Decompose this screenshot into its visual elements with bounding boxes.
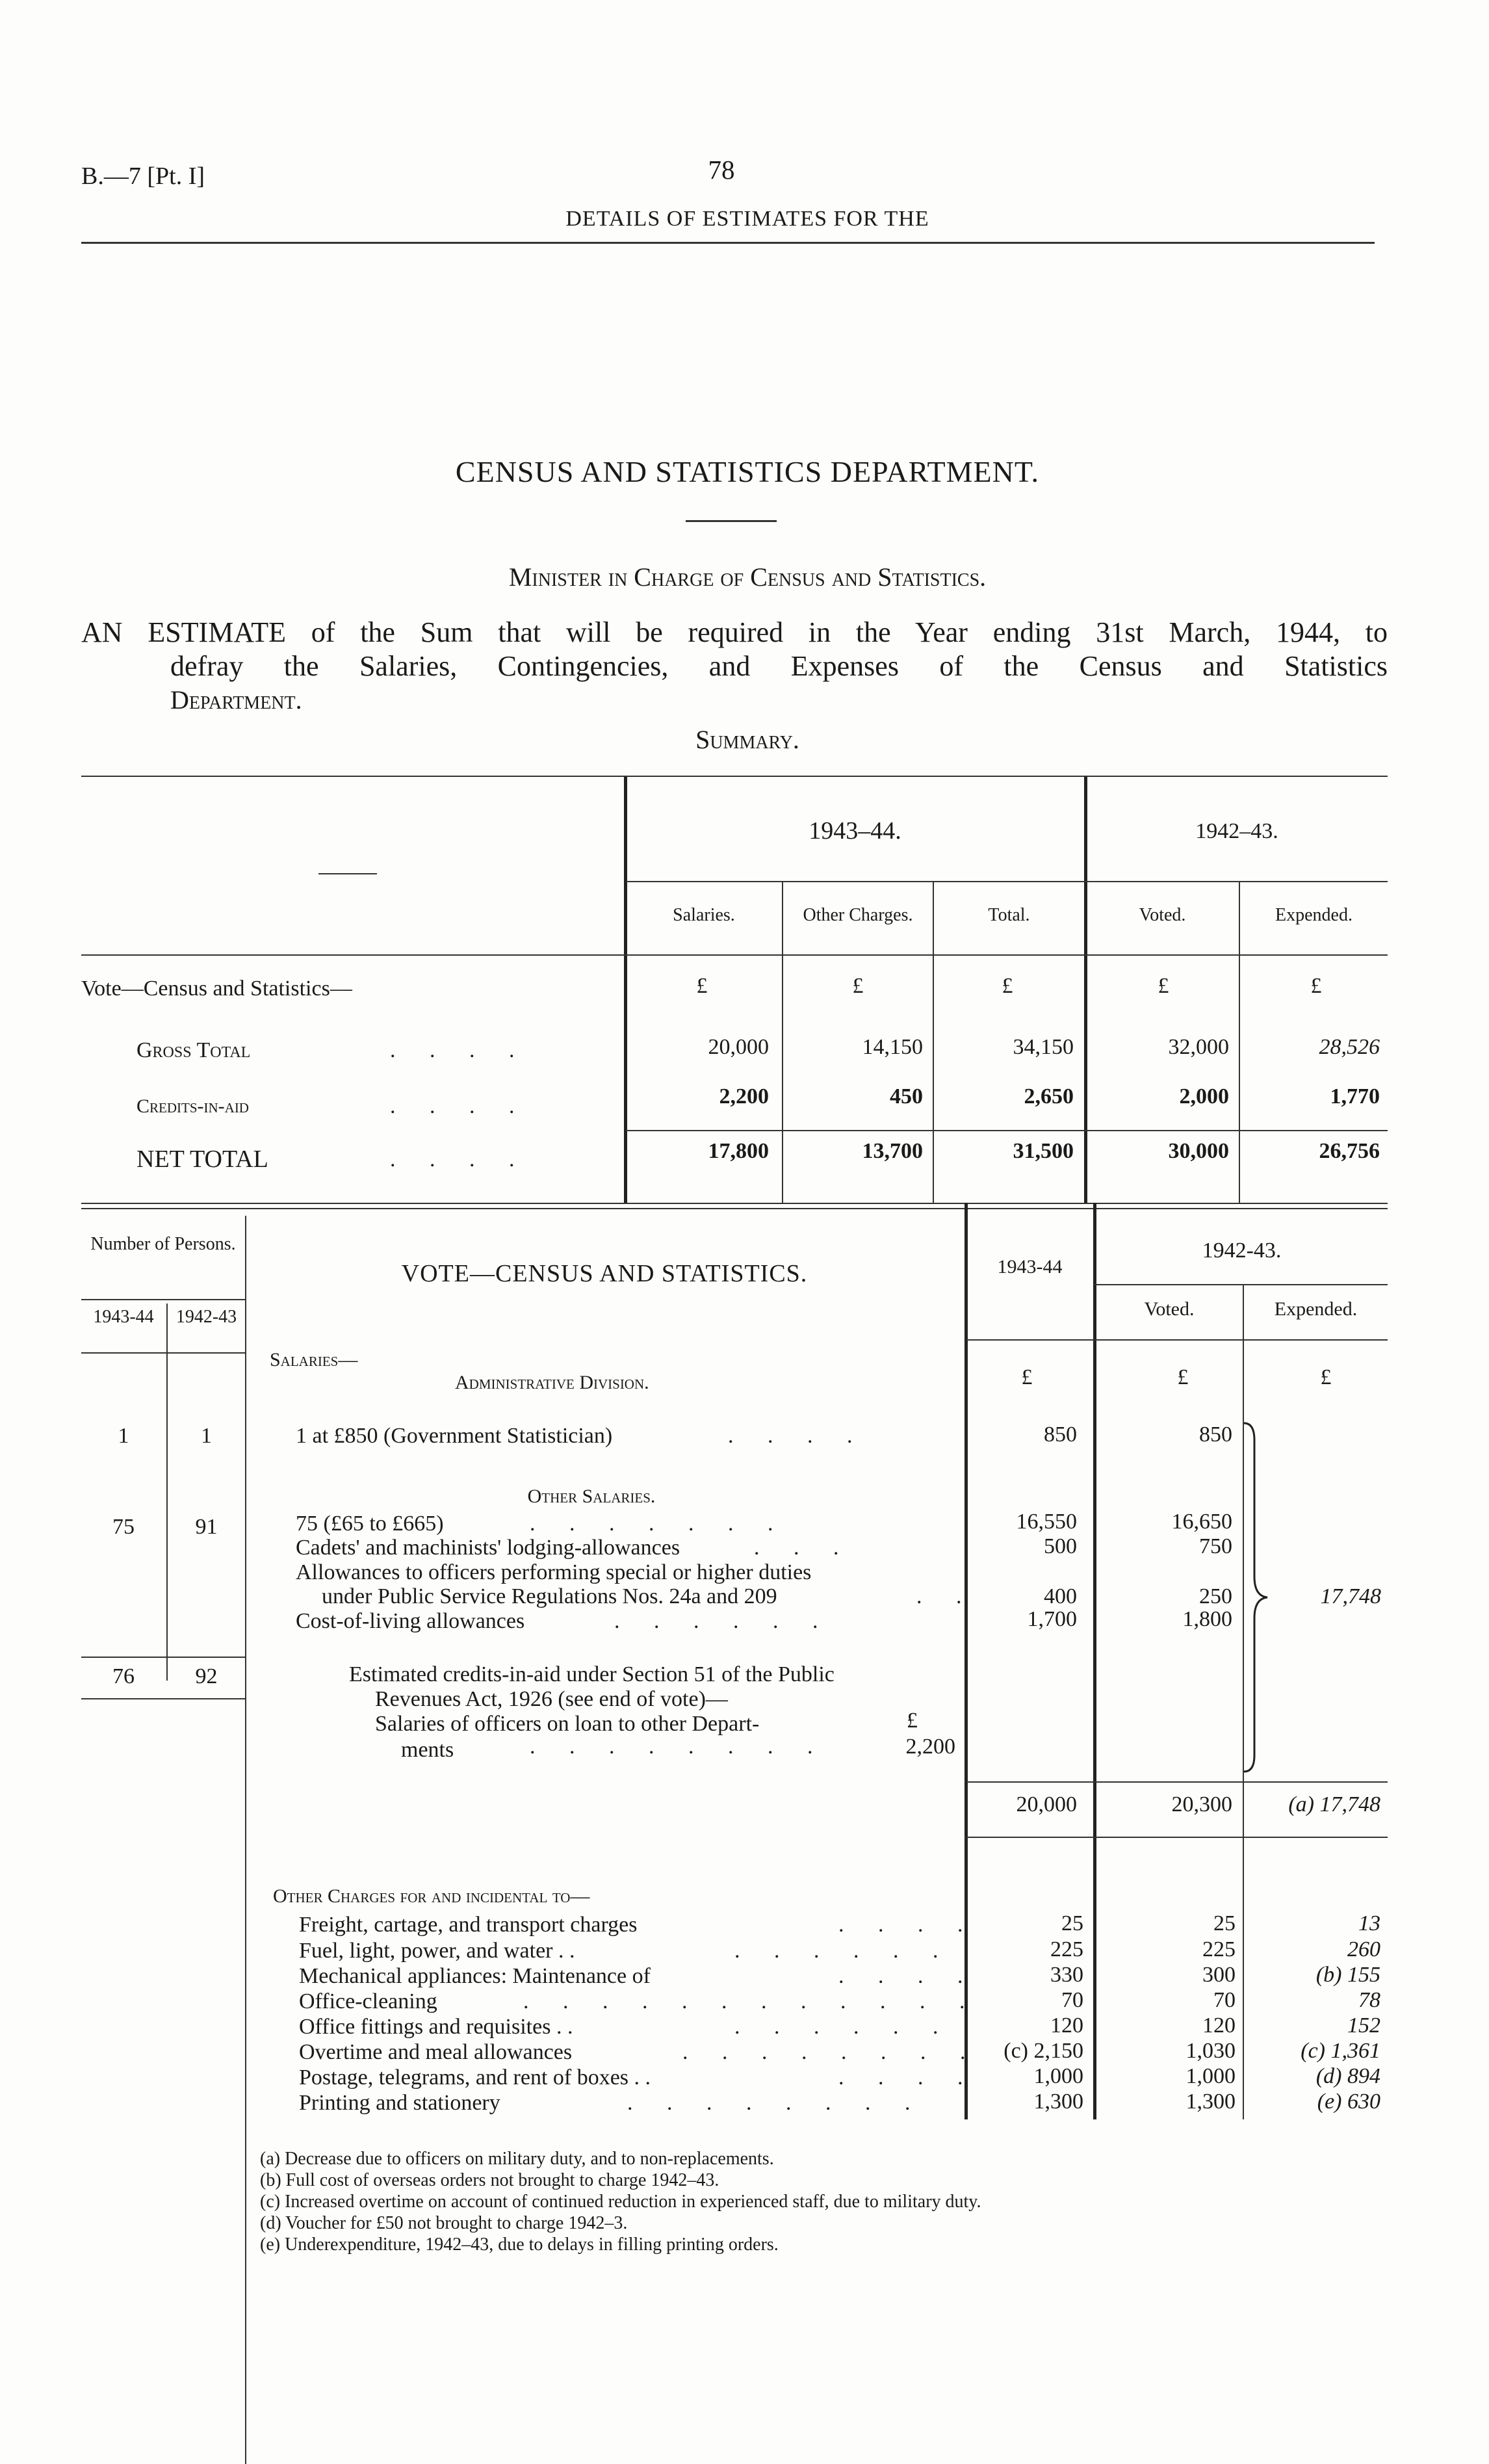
charge-voted: 1,000: [1185, 2064, 1236, 2088]
charge-item: Office-cleaning: [299, 1989, 437, 2013]
persons-total-current: 76: [112, 1664, 135, 1688]
persons-current: 1: [118, 1424, 129, 1448]
statistician-dots: . . . .: [728, 1424, 867, 1448]
estimate-line-2: defray the Salaries, Contingencies, and Expenses of the Census and Statistics: [170, 650, 1388, 682]
summary-vote-label: Vote—Census and Statistics—: [81, 976, 352, 1001]
salary-current: 1,700: [1027, 1607, 1077, 1631]
salaries-brace: [1240, 1421, 1279, 1775]
charge-expended: 152: [1347, 2013, 1380, 2038]
summary-row-label: NET TOTAL: [136, 1146, 268, 1173]
summary-row-dots: . . . .: [390, 1147, 529, 1172]
summary-row-dots: . . . .: [390, 1038, 529, 1062]
vote-header-rule-right: [966, 1339, 1388, 1341]
summary-cell-total: 31,500: [1013, 1139, 1074, 1163]
vote-col-expended: Expended.: [1274, 1298, 1358, 1320]
credits-pound: £: [907, 1709, 918, 1733]
charge-item: Printing and stationery: [299, 2091, 500, 2115]
charge-item: Freight, cartage, and transport charges: [299, 1913, 638, 1937]
summary-cell-salaries: 20,000: [708, 1035, 769, 1059]
vote-persons-col2: 1942-43: [175, 1307, 237, 1327]
credits-line-4: ments: [401, 1738, 454, 1762]
statistician-voted: 850: [1199, 1422, 1232, 1447]
footnote-d: (d) Voucher for £50 not brought to charge 1942–3.: [260, 2213, 628, 2233]
charge-expended: (d) 894: [1315, 2064, 1380, 2088]
summary-cell-salaries: 2,200: [719, 1084, 769, 1108]
salary-current: 16,550: [1016, 1510, 1077, 1534]
footnote-e: (e) Underexpenditure, 1942–43, due to delays in filling printing orders.: [260, 2235, 779, 2255]
summary-bottom-rule-1: [81, 1203, 1388, 1204]
charge-item-dots: . . . . . . . . . . . .: [523, 1989, 979, 2013]
summary-cell-salaries: 17,800: [708, 1139, 769, 1163]
vote-currency-current: £: [1021, 1365, 1033, 1389]
statistician-item: 1 at £850 (Government Statistician): [296, 1424, 613, 1448]
summary-currency-expended: £: [1310, 974, 1322, 998]
summary-col-total: Total.: [988, 905, 1030, 925]
summary-total-rule: [626, 1130, 1388, 1131]
salaries-expended-bracket: 17,748: [1320, 1584, 1381, 1608]
charge-item-dots: . . . .: [838, 1964, 978, 1988]
charge-expended: 260: [1347, 1937, 1380, 1961]
summary-cell-other: 14,150: [862, 1035, 923, 1059]
charge-item-dots: . . . . . .: [734, 2015, 953, 2039]
page-number: 78: [708, 155, 735, 185]
summary-blank-dash: [318, 873, 377, 874]
salary-voted: 750: [1199, 1534, 1232, 1558]
summary-cell-other: 13,700: [862, 1139, 923, 1163]
charge-current: 25: [1061, 1911, 1083, 1935]
summary-year-current: 1943–44.: [809, 817, 901, 845]
credits-amount: 2,200: [905, 1735, 955, 1759]
running-title: DETAILS OF ESTIMATES FOR THE: [565, 207, 929, 231]
charge-current: 120: [1050, 2013, 1083, 2038]
department-title: CENSUS AND STATISTICS DEPARTMENT.: [455, 455, 1040, 488]
minister-heading: Minister in Charge of Census and Statistics.: [508, 562, 987, 592]
salary-item-dots: . .: [916, 1584, 976, 1608]
credits-line-3: Salaries of officers on loan to other Depart-: [375, 1712, 760, 1736]
summary-cell-expended: 1,770: [1330, 1084, 1380, 1108]
summary-cell-expended: 26,756: [1319, 1139, 1380, 1163]
salary-current: 400: [1044, 1584, 1077, 1608]
vote-persons-col1: 1943-44: [93, 1307, 154, 1327]
charge-current: 70: [1061, 1988, 1083, 2012]
summary-header-rule: [81, 954, 1388, 956]
charge-item: Office fittings and requisites . .: [299, 2015, 573, 2039]
summary-cell-voted: 2,000: [1179, 1084, 1229, 1108]
charge-item: Postage, telegrams, and rent of boxes . .: [299, 2065, 651, 2090]
estimate-line-1: AN ESTIMATE of the Sum that will be required in the Year ending 31st March, 1944, to: [81, 616, 1388, 648]
footnote-b: (b) Full cost of overseas orders not brought to charge 1942–43.: [260, 2170, 719, 2190]
charge-current: (c) 2,150: [1003, 2039, 1083, 2063]
charge-item-dots: . . . .: [838, 2065, 978, 2090]
salary-item-dots: . . .: [754, 1536, 853, 1560]
admin-division-heading: Administrative Division.: [455, 1372, 649, 1393]
charge-current: 330: [1050, 1963, 1083, 1987]
charge-expended: 78: [1358, 1988, 1380, 2012]
vote-col-previous: 1942-43.: [1202, 1239, 1282, 1263]
summary-year-previous: 1942–43.: [1195, 819, 1278, 843]
vote-col-current: 1943-44: [997, 1256, 1063, 1278]
title-rule: [686, 520, 777, 522]
vote-currency-voted: £: [1177, 1365, 1189, 1389]
charge-voted: 1,030: [1185, 2039, 1236, 2063]
salary-item: under Public Service Regulations Nos. 24a and 209: [322, 1584, 777, 1608]
salary-item: Allowances to officers performing special or higher duties: [296, 1560, 812, 1584]
summary-subheader-rule: [626, 881, 1388, 882]
summary-cell-voted: 32,000: [1168, 1035, 1229, 1059]
charge-item-dots: . . . . . . . .: [627, 2091, 925, 2115]
salaries-total-rule-top: [966, 1781, 1388, 1783]
summary-row-label: Credits-in-aid: [136, 1095, 249, 1117]
summary-top-rule: [81, 776, 1388, 777]
charge-voted: 1,300: [1185, 2090, 1236, 2114]
summary-cell-other: 450: [890, 1084, 923, 1108]
summary-col-expended: Expended.: [1275, 905, 1353, 925]
credits-dots: . . . . . . . .: [530, 1735, 827, 1759]
vote-persons-header-rule: [81, 1352, 245, 1354]
vote-currency-expended: £: [1320, 1365, 1332, 1389]
salary-item: Cadets' and machinists' lodging-allowances: [296, 1536, 680, 1560]
summary-cell-total: 2,650: [1024, 1084, 1074, 1108]
other-salaries-heading: Other Salaries.: [527, 1486, 656, 1507]
charge-expended: 13: [1358, 1911, 1380, 1935]
footnote-c: (c) Increased overtime on account of continued reduction in experienced staff, due to military duty.: [260, 2192, 981, 2212]
charge-item-dots: . . . . . . . .: [682, 2040, 980, 2064]
charge-voted: 120: [1202, 2013, 1236, 2038]
summary-cell-expended: 28,526: [1319, 1035, 1380, 1059]
salary-item: 75 (£65 to £665): [296, 1512, 444, 1536]
salary-voted: 1,800: [1182, 1607, 1232, 1631]
credits-line-1: Estimated credits-in-aid under Section 51 of the Public: [349, 1662, 835, 1686]
salaries-heading: Salaries—: [270, 1349, 358, 1370]
charge-expended: (e) 630: [1317, 2090, 1380, 2114]
summary-cell-total: 34,150: [1013, 1035, 1074, 1059]
charge-item-dots: . . . .: [838, 1913, 978, 1937]
vote-vline-persons: [245, 1216, 246, 2464]
vote-title: VOTE—CENSUS AND STATISTICS.: [401, 1260, 808, 1287]
summary-title: Summary.: [695, 725, 799, 754]
document-reference: B.—7 [Pt. I]: [81, 163, 205, 190]
charge-item: Overtime and meal allowances: [299, 2040, 573, 2064]
salary-item-dots: . . . . . . .: [530, 1512, 788, 1536]
persons-previous: 91: [195, 1515, 218, 1539]
summary-row-dots: . . . .: [390, 1094, 529, 1118]
charge-voted: 70: [1213, 1988, 1236, 2012]
charge-item: Fuel, light, power, and water . .: [299, 1939, 575, 1963]
charge-voted: 225: [1202, 1937, 1236, 1961]
salaries-total-expended: (a) 17,748: [1288, 1792, 1380, 1816]
summary-currency-other: £: [852, 974, 864, 998]
salary-current: 500: [1044, 1534, 1077, 1558]
salary-voted: 16,650: [1171, 1510, 1232, 1534]
other-charges-heading: Other Charges for and incidental to—: [273, 1885, 590, 1907]
vote-previous-subrule: [1094, 1284, 1388, 1285]
summary-currency-salaries: £: [696, 974, 708, 998]
persons-previous: 1: [201, 1424, 212, 1448]
header-rule: [81, 242, 1375, 244]
vote-col-voted: Voted.: [1144, 1298, 1195, 1320]
vote-persons-divider: [166, 1304, 168, 1681]
charge-voted: 300: [1202, 1963, 1236, 1987]
persons-total-rule-bottom: [81, 1698, 245, 1699]
vote-persons-header: Number of Persons.: [90, 1234, 236, 1254]
vote-persons-subrule: [81, 1299, 245, 1300]
charge-expended: (b) 155: [1315, 1963, 1380, 1987]
charge-item-dots: . . . . . .: [734, 1939, 953, 1963]
credits-line-2: Revenues Act, 1926 (see end of vote)—: [375, 1687, 728, 1711]
summary-currency-voted: £: [1158, 974, 1169, 998]
salary-voted: 250: [1199, 1584, 1232, 1608]
statistician-current: 850: [1044, 1422, 1077, 1447]
persons-total-rule-top: [81, 1657, 245, 1658]
salaries-total-current: 20,000: [1016, 1792, 1077, 1816]
charge-expended: (c) 1,361: [1301, 2039, 1380, 2063]
summary-row-label: Gross Total: [136, 1038, 251, 1062]
summary-col-other: Other Charges.: [803, 905, 913, 925]
charge-current: 1,300: [1033, 2090, 1083, 2114]
charge-current: 225: [1050, 1937, 1083, 1961]
summary-col-voted: Voted.: [1139, 905, 1186, 925]
persons-current: 75: [112, 1515, 135, 1539]
salary-item: Cost-of-living allowances: [296, 1609, 525, 1633]
footnote-a: (a) Decrease due to officers on military duty, and to non-replacements.: [260, 2149, 774, 2169]
summary-col-salaries: Salaries.: [673, 905, 735, 925]
summary-currency-total: £: [1002, 974, 1013, 998]
charge-current: 1,000: [1033, 2064, 1083, 2088]
charge-item: Mechanical appliances: Maintenance of: [299, 1964, 651, 1988]
summary-cell-voted: 30,000: [1168, 1139, 1229, 1163]
summary-bottom-rule-2: [81, 1208, 1388, 1209]
persons-total-previous: 92: [195, 1664, 218, 1688]
salaries-total-voted: 20,300: [1171, 1792, 1232, 1816]
estimate-line-3: Department.: [170, 685, 302, 714]
salaries-total-rule-bottom: [966, 1837, 1388, 1838]
salary-item-dots: . . . . . .: [614, 1609, 833, 1633]
charge-voted: 25: [1213, 1911, 1236, 1935]
